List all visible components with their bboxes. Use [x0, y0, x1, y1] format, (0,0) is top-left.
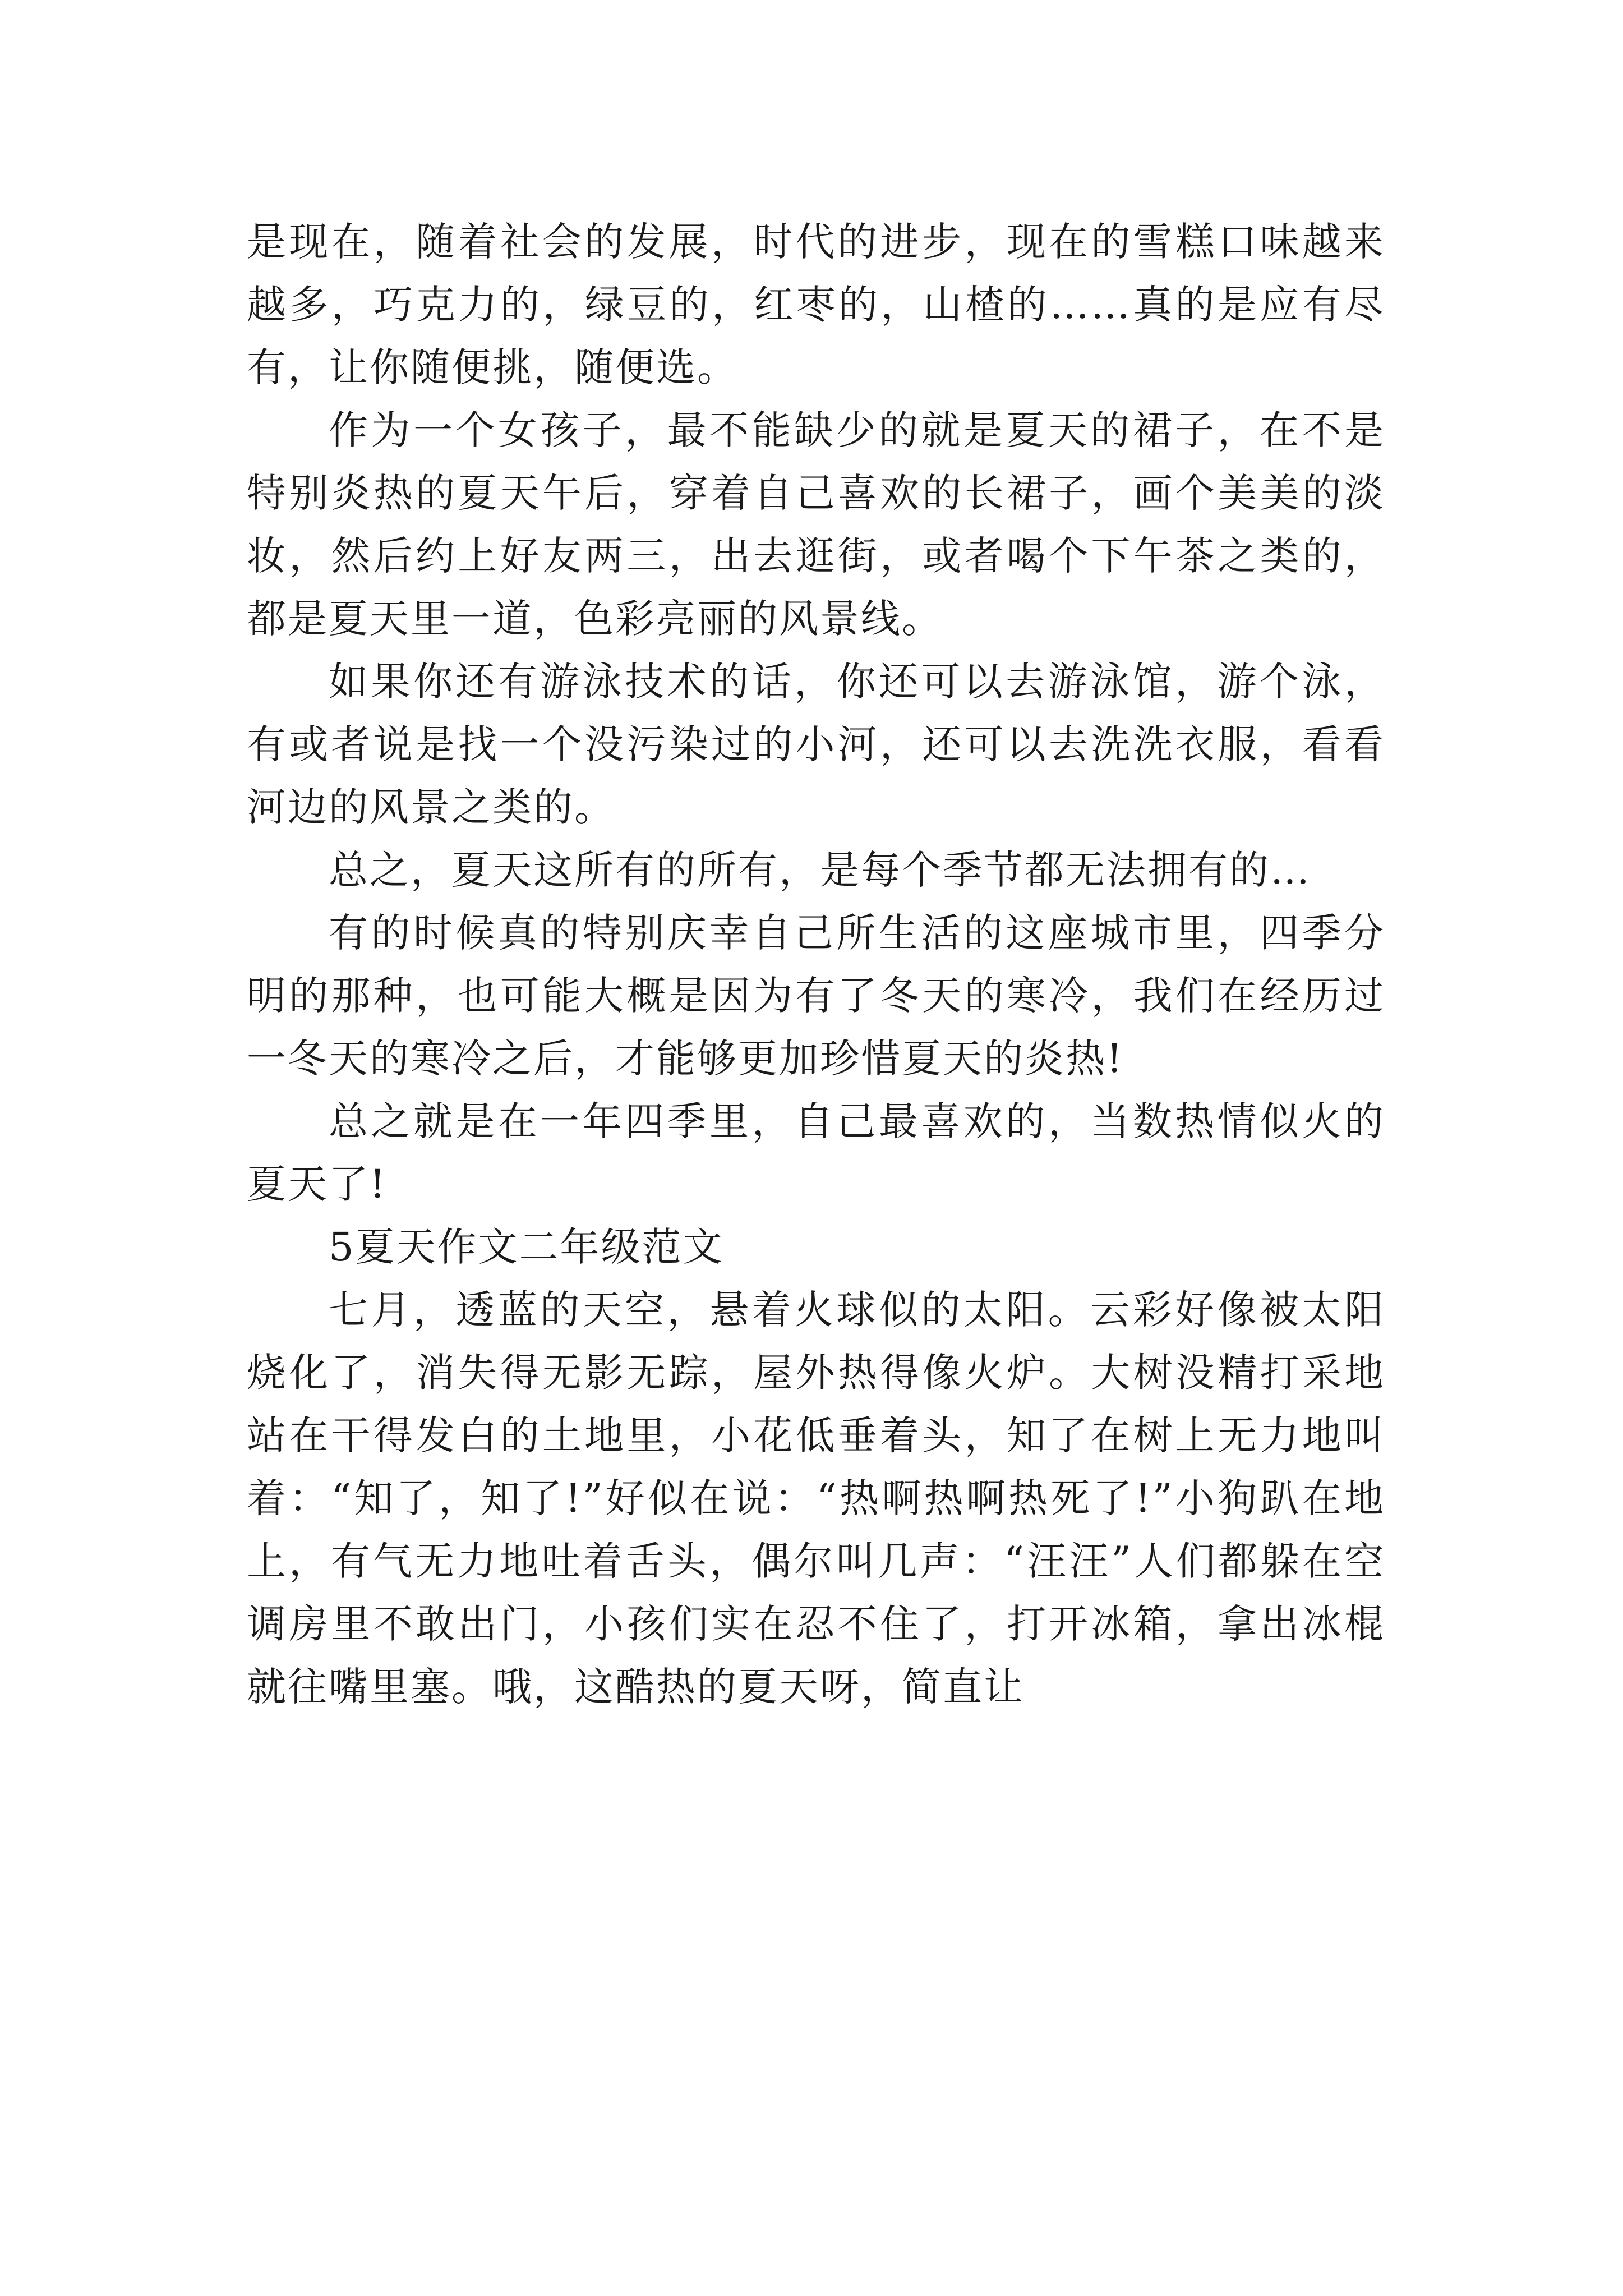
section-heading: 5夏天作文二年级范文 — [329, 1224, 724, 1270]
paragraph-3: 如果你还有游泳技术的话，你还可以去游泳馆，游个泳，有或者说是找一个没污染过的小河，还可以去洗洗衣服，看看河边的风景之类的。 — [247, 659, 1385, 830]
paragraph-8: 七月，透蓝的天空，悬着火球似的太阳。云彩好像被太阳烧化了，消失得无影无踪，屋外热得像火炉。大树没精打采地站在干得发白的土地里，小花低垂着头，知了在树上无力地叫着：“知了，知了!”好似在说：“热啊热啊热死了!”小狗趴在地上，有气无力地吐着舌头，偶尔叫几声：“汪汪”人们都躲在空调房里不敢出门，小孩们实在忍不住了，打开冰箱，拿出冰棍就往嘴里塞。哦，这酷热的夏天呀，简直让 — [247, 1287, 1385, 1710]
paragraph-6: 总之就是在一年四季里，自己最喜欢的，当数热情似火的夏天了! — [247, 1098, 1385, 1207]
paragraph-5: 有的时候真的特别庆幸自己所生活的这座城市里，四季分明的那种，也可能大概是因为有了冬天的寒冷，我们在经历过一冬天的寒冷之后，才能够更加珍惜夏天的炎热! — [247, 910, 1385, 1082]
document-body — [247, 210, 1385, 1718]
paragraph-2: 作为一个女孩子，最不能缺少的就是夏天的裙子，在不是特别炎热的夏天午后，穿着自己喜欢的长裙子，画个美美的淡妆，然后约上好友两三，出去逛街，或者喝个下午茶之类的，都是夏天里一道，色彩亮丽的风景线。 — [247, 407, 1385, 642]
paragraph-1: 是现在，随着社会的发展，时代的进步，现在的雪糕口味越来越多，巧克力的，绿豆的，红枣的，山楂的……真的是应有尽有，让你随便挑，随便选。 — [247, 219, 1385, 390]
paragraph-4: 总之，夏天这所有的所有，是每个季节都无法拥有的… — [329, 847, 1311, 893]
